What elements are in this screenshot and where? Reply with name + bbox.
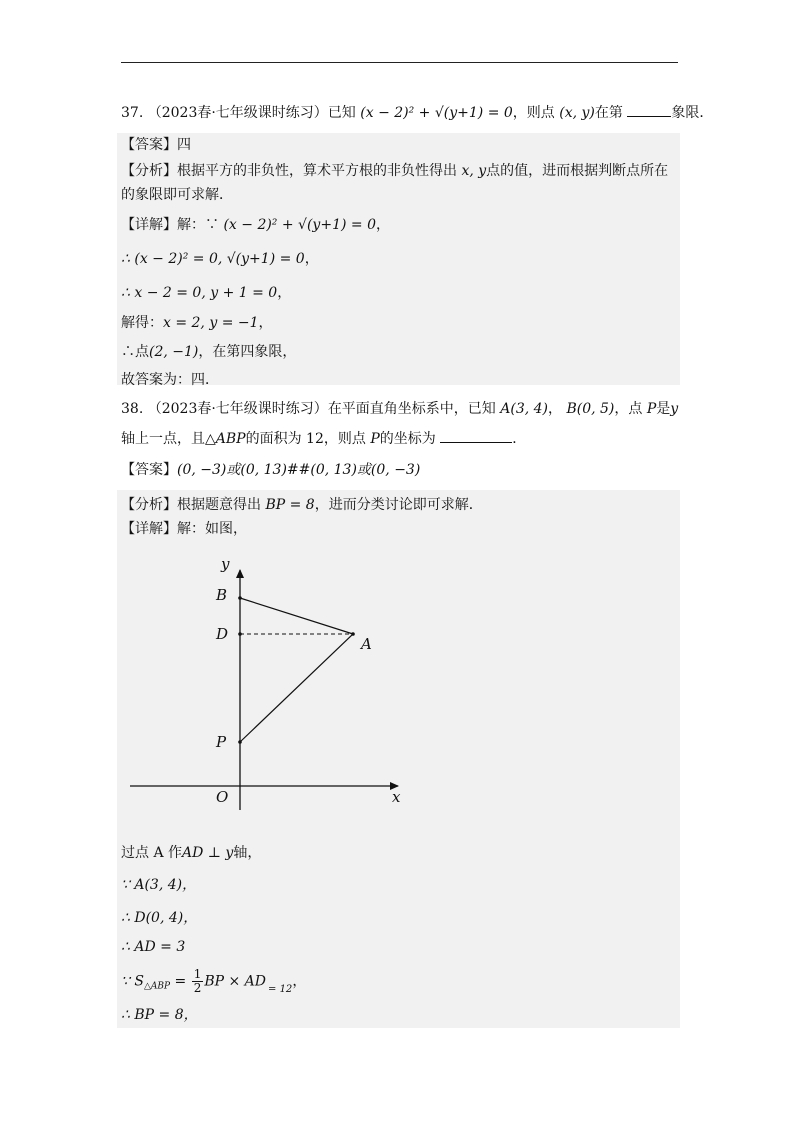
point-p-dot [238, 740, 242, 744]
q38-analysis: 【分析】根据题意得出 BP = 8，进而分类讨论即可求解． [121, 497, 483, 513]
q38-after4: ∴ AD = 3 [121, 939, 186, 955]
q38-after1: 过点 A 作AD ⊥ y轴， [121, 845, 262, 861]
label-x: x [392, 788, 401, 806]
label-d: D [216, 625, 229, 643]
q37-answer: 【答案】四 [121, 137, 191, 153]
point-b-dot [238, 596, 242, 600]
q37-analysis-line2: 的象限即可求解． [121, 187, 233, 203]
q38-after5: ∵ $S_{\triangle ABP}$ = $\frac{1}{2}$ BP × AD $_{= 12}$， [121, 967, 307, 995]
q37-question: 37. （2023春·七年级课时练习）已知 (x − 2)² + √(y+1) = 0，则点 (x, y)在第 象限． [121, 102, 678, 124]
label-o: O [216, 788, 229, 806]
label-a: A [361, 635, 372, 653]
q38-after3: ∴ D(0, 4)， [121, 910, 198, 926]
q37-step2: ∴ x − 2 = 0, y + 1 = 0， [121, 285, 292, 301]
q38-question-line1: 38. （2023春·七年级课时练习）在平面直角坐标系中，已知 A(3, 4)， B(0, 5)，点 P是y [121, 401, 679, 417]
coordinate-figure [120, 548, 420, 818]
top-rule [121, 62, 678, 63]
q37-step4: ∴点(2, −1)，在第四象限， [121, 344, 297, 360]
fraction-one-half: $\frac{1}{2}$ [193, 967, 202, 995]
label-p: P [216, 733, 227, 751]
q37-final: 故答案为：四． [121, 372, 219, 388]
point-a-dot [351, 632, 355, 636]
q38-answer-blank [440, 428, 512, 443]
label-b: B [216, 586, 228, 604]
segment-pa [240, 634, 353, 742]
q37-step3: 解得：x = 2, y = −1， [121, 315, 273, 331]
point-d-dot [238, 632, 242, 636]
q38-after2: ∵ A(3, 4)， [121, 877, 197, 893]
segment-ba [240, 598, 353, 634]
q38-answer: 【答案】(0, −3)或(0, 13)##(0, 13)或(0, −3) [121, 462, 421, 478]
label-y: y [221, 555, 230, 573]
q37-analysis-line1: 【分析】根据平方的非负性，算术平方根的非负性得出 x, y点的值，进而根据判断点所在 [121, 163, 669, 179]
q38-detail: 【详解】解：如图， [121, 521, 247, 537]
q37-answer-blank [627, 102, 671, 117]
q38-after6: ∴ BP = 8， [121, 1007, 198, 1023]
q38-question-line2: 轴上一点，且△ABP的面积为 12，则点 P的坐标为 ． [121, 428, 678, 450]
q37-detail: 【详解】解：∵ (x − 2)² + √(y+1) = 0， [121, 217, 390, 233]
q37-step1: ∴ (x − 2)² = 0, √(y+1) = 0， [121, 251, 319, 267]
